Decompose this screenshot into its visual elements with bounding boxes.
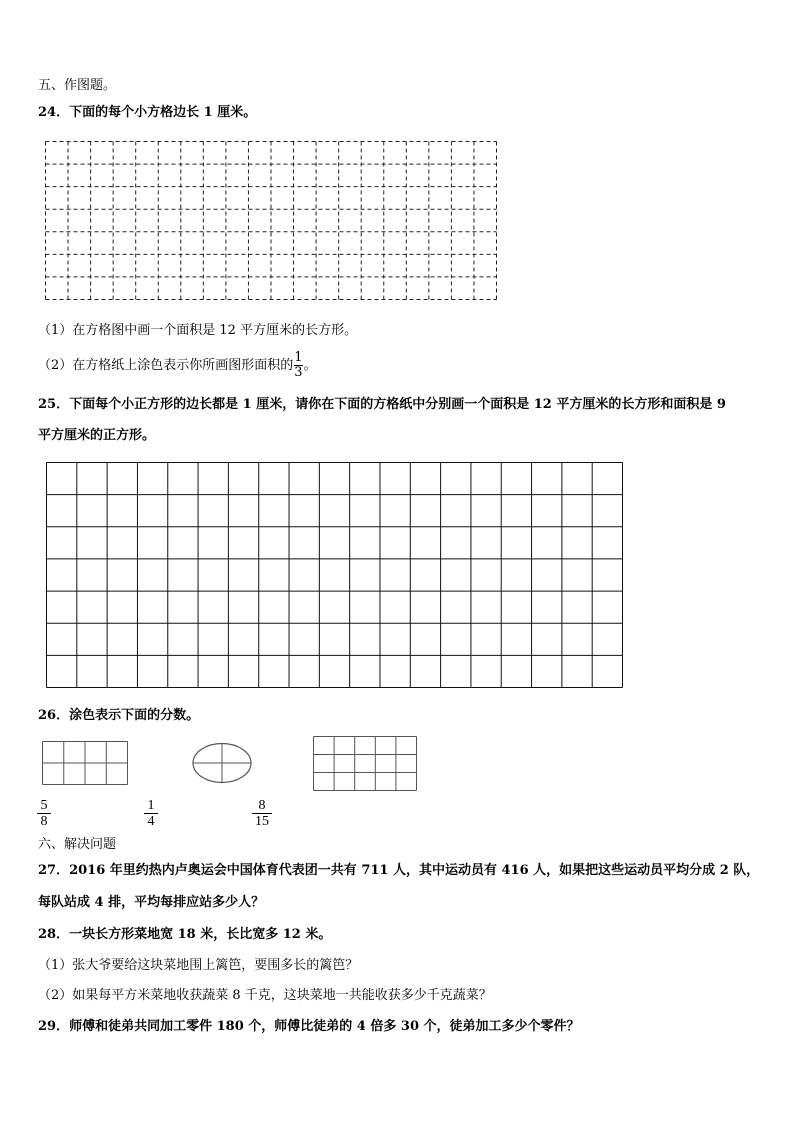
q24-sub2-fraction bbox=[294, 351, 302, 380]
q28-heading: 28．一块长方形菜地宽 18 米，长比宽多 12 米。 bbox=[38, 927, 332, 942]
q26-heading: 26．涂色表示下面的分数。 bbox=[38, 708, 200, 723]
section-6-title: 六、解决问题 bbox=[38, 837, 117, 852]
q25-solid-grid[interactable] bbox=[46, 462, 623, 688]
q26-fraction-1-4 bbox=[144, 798, 158, 829]
q24-frac-numerator: 1 bbox=[294, 350, 303, 365]
q26-fraction-8-15 bbox=[252, 798, 272, 829]
q24-grid-svg bbox=[45, 141, 497, 300]
q24-sub2 bbox=[38, 351, 317, 381]
q28-sub1: （1）张大爷要给这块菜地围上篱笆，要围多长的篱笆？ bbox=[38, 958, 359, 973]
q24-sub1: （1）在方格图中画一个面积是 12 平方厘米的长方形。 bbox=[38, 323, 358, 338]
q28-sub2: （2）如果每平方米菜地收获蔬菜 8 千克，这块菜地一共能收获多少千克蔬菜？ bbox=[38, 988, 492, 1003]
q25-heading-line1: 25．下面每个小正方形的边长都是 1 厘米，请你在下面的方格纸中分别画一个面积是 12 平方厘米的长方形和面积是 9 bbox=[38, 397, 726, 412]
q26-ellipse-svg bbox=[191, 742, 253, 784]
q26-rect-3x5-svg bbox=[313, 736, 417, 791]
q26-frac2-num: 1 bbox=[147, 798, 155, 813]
q24-sub2-suffix: 。 bbox=[303, 358, 317, 373]
q26-rect-3x5[interactable] bbox=[313, 736, 417, 791]
q25-heading-line2: 平方厘米的正方形。 bbox=[38, 428, 156, 443]
q24-sub2-prefix: （2）在方格纸上涂色表示你所画图形面积的 bbox=[38, 358, 294, 373]
q24-dashed-grid[interactable] bbox=[45, 141, 497, 300]
q24-heading: 24．下面的每个小方格边长 1 厘米。 bbox=[38, 105, 257, 120]
q26-fraction-5-8 bbox=[37, 798, 51, 829]
q29-heading: 29．师傅和徒弟共同加工零件 180 个，师傅比徒弟的 4 倍多 30 个，徒弟加工多少个零件？ bbox=[38, 1019, 580, 1034]
q26-frac3-num: 8 bbox=[258, 798, 266, 813]
q26-frac1-num: 5 bbox=[40, 798, 48, 813]
q26-frac1-den: 8 bbox=[37, 813, 51, 829]
q24-frac-denominator: 3 bbox=[294, 365, 303, 380]
q27-line1: 27．2016 年里约热内卢奥运会中国体育代表团一共有 711 人，其中运动员有 416 人，如果把这些运动员平均分成 2 队， bbox=[38, 863, 760, 878]
q26-frac2-den: 4 bbox=[144, 813, 158, 829]
q26-rect-2x4-svg bbox=[42, 741, 128, 785]
q27-line2: 每队站成 4 排，平均每排应站多少人？ bbox=[38, 895, 265, 910]
q26-frac3-den: 15 bbox=[252, 813, 272, 829]
q26-rect-2x4[interactable] bbox=[42, 741, 128, 785]
q26-ellipse-4parts[interactable] bbox=[191, 742, 253, 784]
section-5-title: 五、作图题。 bbox=[38, 78, 117, 93]
q25-grid-svg bbox=[46, 462, 623, 688]
